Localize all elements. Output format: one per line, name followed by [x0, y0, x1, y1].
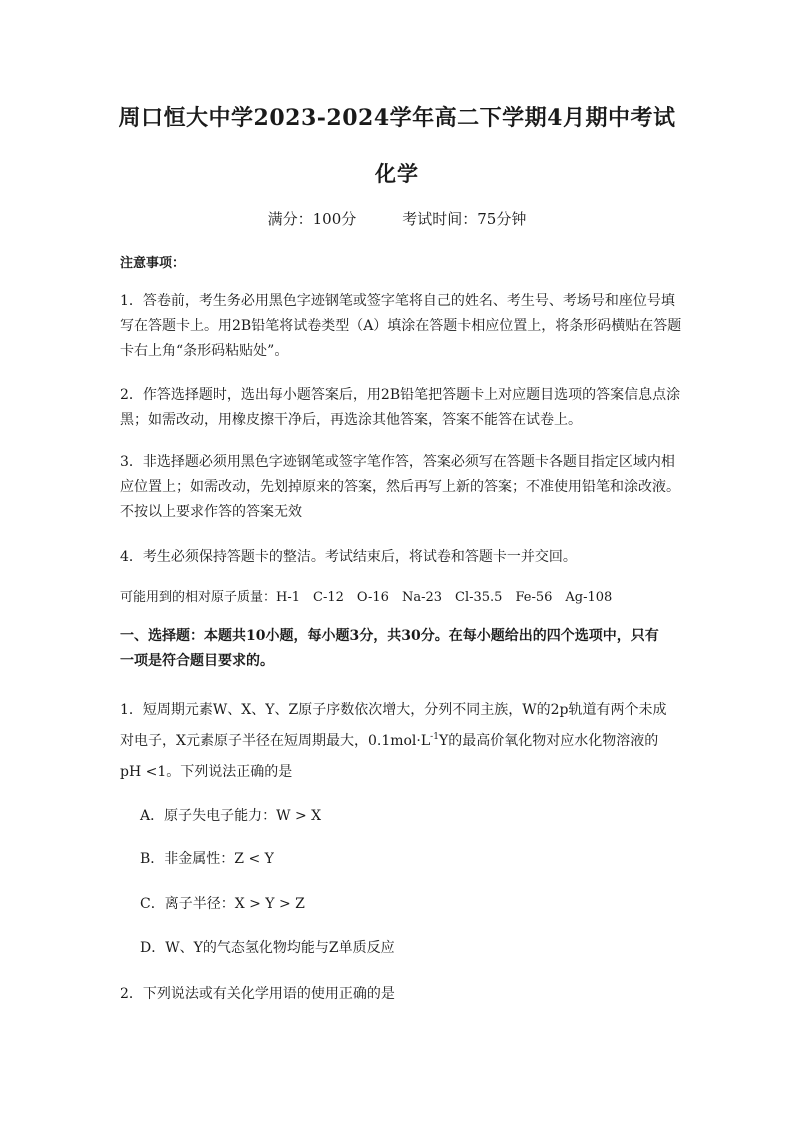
notice-item-2	[120, 383, 690, 433]
atomic-masses: 可能用到的相对原子质量：H-1 C-12 O-16 Na-23 Cl-35.5 Fe-56 Ag-108	[120, 590, 613, 605]
question-1-line-1: 1．短周期元素W、X、Y、Z原子序数依次增大，分列不同主族，W的2p轨道有两个未成	[120, 702, 667, 718]
notice-item-2-line-2: 黑；如需改动，用橡皮擦干净后，再选涂其他答案，答案不能答在试卷上。	[120, 412, 582, 428]
notice-item-1	[120, 289, 690, 364]
question-1-option-b: B．非金属性：Z < Y	[140, 851, 274, 867]
question-1-line-3: pH <1。下列说法正确的是	[120, 764, 293, 780]
question-2-stem: 2．下列说法或有关化学用语的使用正确的是	[120, 986, 395, 1002]
notice-heading: 注意事项：	[120, 256, 186, 271]
notice-item-3-line-1: 3．非选择题必须用黑色字迹钢笔或签字笔作答，答案必须写在答题卡各题目指定区域内相	[120, 454, 675, 470]
notice-item-1-line-1: 1．答卷前，考生务必用黑色字迹钢笔或签字笔将自己的姓名、考生号、考场号和座位号填	[120, 293, 675, 309]
exam-time: 考试时间：75分钟	[402, 210, 527, 228]
full-score: 满分：100分	[267, 210, 357, 228]
question-1-stem	[120, 695, 690, 788]
notice-item-3-line-3: 不按以上要求作答的答案无效	[120, 504, 302, 520]
section-1-instructions	[120, 624, 690, 674]
question-1-option-c: C．离子半径：X > Y > Z	[140, 896, 305, 912]
section-1-line-2: 一项是符合题目要求的。	[120, 653, 274, 669]
question-1-option-d: D．W、Y的气态氢化物均能与Z单质反应	[140, 940, 395, 956]
notice-item-4: 4．考生必须保持答题卡的整洁。考试结束后，将试卷和答题卡一并交回。	[120, 549, 577, 565]
exam-meta	[0, 208, 794, 229]
section-1-line-1: 一、选择题：本题共10小题，每小题3分，共30分。在每小题给出的四个选项中，只有	[120, 628, 659, 644]
exam-title: 周口恒大中学2023-2024学年高二下学期4月期中考试	[118, 105, 676, 131]
question-1-option-a: A．原子失电子能力：W > X	[140, 808, 322, 824]
notice-item-3-line-2: 应位置上；如需改动，先划掉原来的答案，然后再写上新的答案；不准使用铅笔和涂改液。	[120, 479, 680, 495]
notice-item-1-line-3: 卡右上角“条形码粘贴处”。	[120, 343, 289, 359]
question-1-line-2: 对电子，X元素原子半径在短周期最大，$0.1mol\cdot L^{-1}Y$的最高价氧化物对应水化物溶液的	[120, 732, 659, 749]
notice-item-2-line-1: 2．作答选择题时，选出每小题答案后，用2B铅笔把答题卡上对应题目选项的答案信息点涂	[120, 387, 681, 403]
subject-title: 化学	[375, 161, 419, 186]
notice-item-1-line-2: 写在答题卡上。用2B铅笔将试卷类型（A）填涂在答题卡相应位置上，将条形码横贴在答题	[120, 318, 682, 334]
notice-item-3	[120, 450, 690, 525]
